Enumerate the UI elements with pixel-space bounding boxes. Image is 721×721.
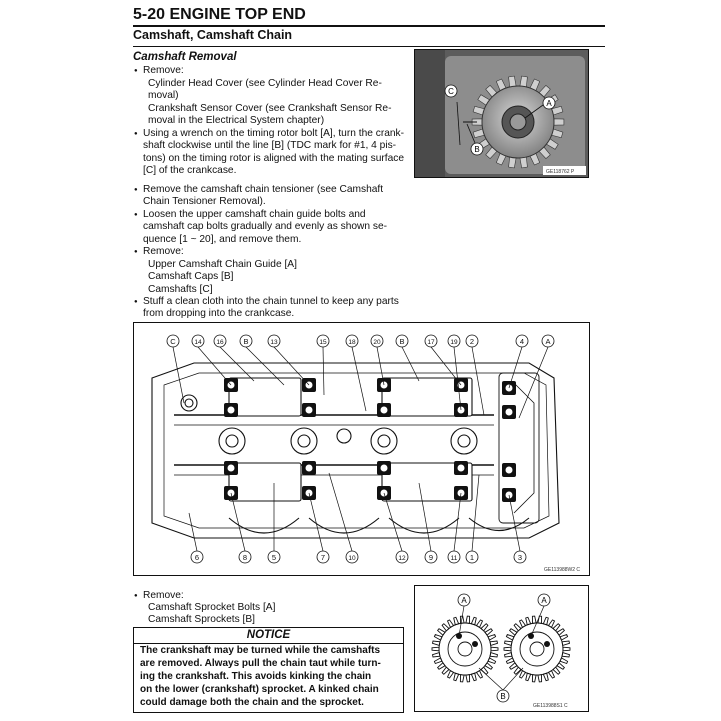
step-text: ● Stuff a clean cloth into the chain tunnel to keep any parts — [143, 296, 399, 309]
sprocket-tooth — [491, 647, 498, 651]
top-callout-label: B — [399, 336, 405, 346]
step-text: ● Using a wrench on the timing rotor bolt [A], turn the crank- — [143, 128, 404, 141]
step-text: ● Remove: — [143, 65, 184, 78]
photo-label-a: A — [546, 99, 552, 108]
sprocket-illustration — [415, 586, 588, 711]
sprocket-tooth — [562, 653, 570, 657]
section-rule-top — [133, 25, 605, 27]
top-callout-label: C — [170, 336, 176, 346]
top-leader-line — [323, 347, 324, 395]
top-leader-line — [472, 347, 484, 415]
step-text: ● Loosen the upper camshaft chain guide bolts and — [143, 209, 366, 222]
bottom-callout-label: 11 — [450, 554, 458, 562]
bottom-leader-line — [472, 475, 479, 551]
top-callout-label: 4 — [519, 336, 525, 346]
bottom-leader-line — [189, 513, 197, 551]
step-text: Upper Camshaft Chain Guide [A] — [148, 259, 297, 270]
step-text: Camshaft Sprockets [B] — [148, 614, 256, 625]
bottom-leader-line — [384, 493, 402, 551]
section-title: Camshaft, Camshaft Chain — [133, 28, 293, 42]
bottom-callout-label: 5 — [271, 552, 277, 562]
notice-title: NOTICE — [133, 627, 404, 644]
step-text: Cylinder Head Cover (see Cylinder Head Cover Re- — [148, 78, 382, 89]
top-callout-label: 16 — [216, 338, 224, 346]
step-text: Camshaft Sprocket Bolts [A] — [148, 602, 276, 613]
sprocket-tooth — [532, 675, 536, 682]
cylinder-head-illustration — [134, 323, 589, 575]
sprocket-tooth — [563, 647, 570, 651]
section-rule-bottom — [133, 46, 605, 47]
step-text: quence [1 ~ 20], and remove them. — [143, 234, 302, 245]
step-text: from dropping into the crankcase. — [143, 308, 295, 319]
bottom-callout-label: 7 — [320, 552, 326, 562]
bottom-callout-label: 12 — [398, 554, 406, 562]
step-text: tons) on the timing rotor is aligned with the mating surface — [143, 153, 405, 164]
bottom-leader-line — [329, 473, 352, 551]
sprocket-tooth — [466, 616, 470, 623]
notice-line: The crankshaft may be turned while the camshafts — [140, 645, 381, 656]
notice-line: are removed. Always pull the chain taut while turn- — [140, 658, 381, 669]
top-callout-label: 20 — [373, 338, 381, 346]
sprocket-label-a: A — [541, 596, 547, 605]
rotor-tooth — [554, 119, 564, 125]
step-text: camshaft cap bolts gradually and evenly as shown se- — [143, 221, 388, 232]
sprocket-tooth — [505, 641, 513, 645]
sprocket-label-b: B — [500, 692, 506, 701]
top-callout-label: 14 — [194, 338, 202, 346]
bottom-callout-label: 9 — [428, 552, 434, 562]
sprocket-tooth — [490, 641, 498, 645]
step-text: Camshaft Caps [B] — [148, 271, 234, 282]
sprocket-tooth — [538, 675, 542, 682]
sprocket-tooth — [532, 616, 536, 623]
top-callout-label: 15 — [319, 338, 327, 346]
sprocket-tooth — [562, 641, 570, 645]
bottom-callout-label: 8 — [242, 552, 248, 562]
page-title: 5-20 ENGINE TOP END — [133, 6, 306, 23]
top-callout-label: 2 — [469, 336, 475, 346]
top-leader-line — [352, 347, 366, 411]
top-leader-line — [173, 347, 184, 403]
sprocket-tooth — [432, 647, 439, 651]
step-text: ● Remove: — [143, 590, 184, 603]
bottom-leader-line — [231, 493, 245, 551]
top-callout-label: A — [545, 336, 551, 346]
sprocket-tooth — [490, 653, 498, 657]
top-leader-line — [519, 347, 548, 418]
notice-line: ing the crankshaft. This avoids kinking the chain — [140, 671, 372, 682]
timing-rotor-illustration — [415, 50, 588, 177]
camshaft-sprocket-diagram — [414, 585, 589, 712]
top-callout-label: 13 — [270, 338, 278, 346]
diagram-ref-code: GE113988W2 C — [544, 567, 581, 573]
bottom-leader-line — [309, 493, 323, 551]
sprocket-tooth — [466, 675, 470, 682]
photo-label-c: C — [448, 87, 454, 96]
sprocket-tooth — [505, 653, 513, 657]
bottom-callout-label: 1 — [469, 552, 475, 562]
timing-rotor-photo — [414, 49, 589, 178]
sprocket-tooth — [433, 653, 441, 657]
step-text: Crankshaft Sensor Cover (see Crankshaft Sensor Re- — [148, 103, 392, 114]
sprocket-label-a: A — [461, 596, 467, 605]
top-callout-label: B — [243, 336, 249, 346]
sprocket-tooth — [504, 647, 511, 651]
sprocket-tooth — [460, 675, 464, 682]
photo-label-b: B — [474, 145, 480, 154]
step-text: moval in the Electrical System chapter) — [148, 115, 325, 126]
sprocket-tooth — [433, 641, 441, 645]
step-text: Camshafts [C] — [148, 284, 213, 295]
bottom-callout-label: 6 — [194, 552, 200, 562]
notice-line: on the lower (crankshaft) sprocket. A kinked chain — [140, 684, 379, 695]
bottom-leader-line — [454, 493, 461, 551]
top-callout-label: 17 — [427, 338, 435, 346]
top-callout-label: 19 — [450, 338, 458, 346]
top-leader-line — [402, 347, 419, 381]
subsection-title: Camshaft Removal — [133, 51, 237, 63]
cylinder-head-diagram — [133, 322, 590, 576]
bottom-callout-label: 10 — [348, 554, 356, 562]
notice-box — [133, 642, 404, 713]
top-callout-label: 18 — [348, 338, 356, 346]
bottom-callout-label: 3 — [517, 552, 523, 562]
top-leader-line — [220, 347, 254, 381]
step-text: ● Remove: — [143, 246, 184, 259]
step-text: moval) — [148, 90, 179, 101]
photo-ref-code: GE118762 P — [546, 169, 575, 175]
step-text: shaft clockwise until the line [B] (TDC mark for #1, 4 pis- — [143, 140, 397, 151]
step-text: [C] of the crankcase. — [143, 165, 237, 176]
step-text: Chain Tensioner Removal). — [143, 196, 266, 207]
sprocket-tooth — [538, 616, 542, 623]
notice-line: could damage both the chain and the sprocket. — [140, 697, 364, 708]
step-text: ● Remove the camshaft chain tensioner (see Camshaft — [143, 184, 383, 197]
sprocket-ref-code: GE113988S1 C — [533, 703, 568, 709]
